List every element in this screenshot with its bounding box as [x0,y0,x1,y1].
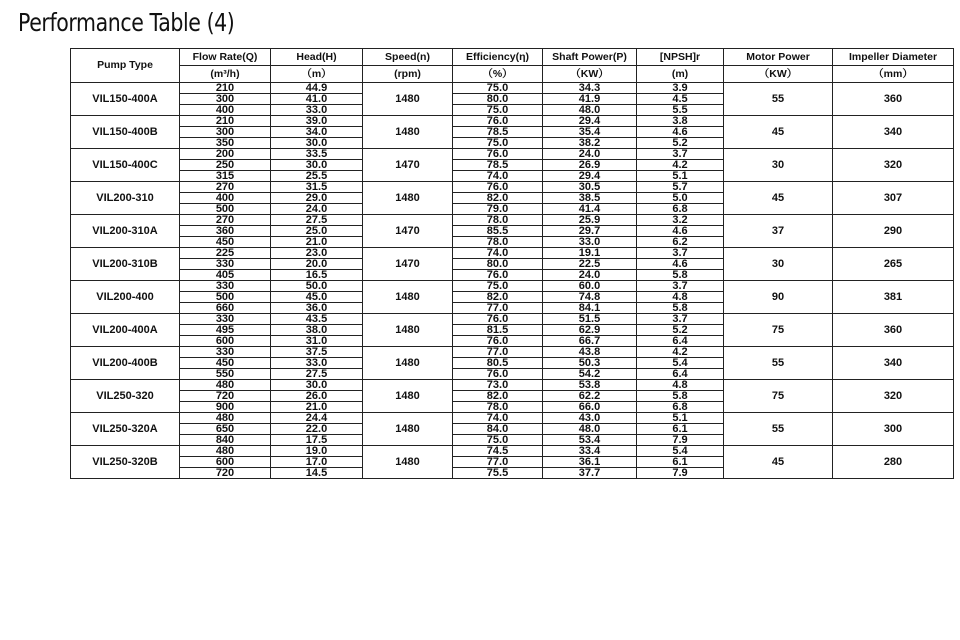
npsh-cell: 3.9 [637,83,724,94]
npsh-cell: 3.8 [637,116,724,127]
flow-cell: 405 [180,270,271,281]
shaft-power-cell: 38.2 [543,138,637,149]
npsh-cell: 5.5 [637,105,724,116]
head-cell: 19.0 [271,446,363,457]
npsh-cell: 3.7 [637,281,724,292]
unit-motor-power: （KW） [724,66,833,83]
shaft-power-cell: 33.0 [543,237,637,248]
impeller-diameter-cell: 265 [833,248,954,281]
flow-cell: 840 [180,435,271,446]
head-cell: 33.5 [271,149,363,160]
flow-cell: 660 [180,303,271,314]
shaft-power-cell: 22.5 [543,259,637,270]
unit-speed: (rpm) [363,66,453,83]
efficiency-cell: 76.0 [453,369,543,380]
shaft-power-cell: 54.2 [543,369,637,380]
flow-cell: 330 [180,259,271,270]
pump-type-cell: VIL150-400B [71,116,180,149]
impeller-diameter-cell: 300 [833,413,954,446]
shaft-power-cell: 24.0 [543,149,637,160]
motor-power-cell: 55 [724,83,833,116]
efficiency-cell: 77.0 [453,347,543,358]
flow-cell: 550 [180,369,271,380]
table-row [71,248,954,259]
head-cell: 37.5 [271,347,363,358]
performance-table [70,48,954,479]
motor-power-cell: 55 [724,347,833,380]
efficiency-cell: 74.0 [453,248,543,259]
header-head: Head(H) [271,49,363,66]
head-cell: 31.5 [271,182,363,193]
shaft-power-cell: 48.0 [543,105,637,116]
npsh-cell: 5.2 [637,138,724,149]
npsh-cell: 5.8 [637,270,724,281]
head-cell: 21.0 [271,237,363,248]
shaft-power-cell: 62.2 [543,391,637,402]
table-row [71,413,954,424]
npsh-cell: 4.8 [637,292,724,303]
head-cell: 17.0 [271,457,363,468]
speed-cell: 1470 [363,215,453,248]
head-cell: 25.0 [271,226,363,237]
flow-cell: 600 [180,457,271,468]
shaft-power-cell: 41.4 [543,204,637,215]
speed-cell: 1480 [363,314,453,347]
header-flow: Flow Rate(Q) [180,49,271,66]
efficiency-cell: 81.5 [453,325,543,336]
head-cell: 29.0 [271,193,363,204]
head-cell: 41.0 [271,94,363,105]
flow-cell: 495 [180,325,271,336]
efficiency-cell: 78.5 [453,160,543,171]
head-cell: 39.0 [271,116,363,127]
efficiency-cell: 82.0 [453,292,543,303]
head-cell: 24.0 [271,204,363,215]
impeller-diameter-cell: 320 [833,149,954,182]
header-row-labels [71,49,954,66]
npsh-cell: 5.1 [637,171,724,182]
efficiency-cell: 82.0 [453,391,543,402]
motor-power-cell: 75 [724,314,833,347]
flow-cell: 330 [180,281,271,292]
npsh-cell: 4.6 [637,226,724,237]
npsh-cell: 7.9 [637,468,724,479]
efficiency-cell: 76.0 [453,270,543,281]
npsh-cell: 4.2 [637,160,724,171]
speed-cell: 1480 [363,83,453,116]
pump-type-cell: VIL200-310B [71,248,180,281]
flow-cell: 300 [180,127,271,138]
npsh-cell: 5.8 [637,303,724,314]
shaft-power-cell: 60.0 [543,281,637,292]
impeller-diameter-cell: 340 [833,347,954,380]
flow-cell: 330 [180,347,271,358]
efficiency-cell: 75.0 [453,138,543,149]
head-cell: 30.0 [271,160,363,171]
pump-type-cell: VIL150-400C [71,149,180,182]
speed-cell: 1480 [363,413,453,446]
flow-cell: 315 [180,171,271,182]
shaft-power-cell: 38.5 [543,193,637,204]
header-efficiency: Efficiency(η) [453,49,543,66]
head-cell: 14.5 [271,468,363,479]
header-speed: Speed(n) [363,49,453,66]
table-body [71,83,954,479]
npsh-cell: 3.7 [637,149,724,160]
efficiency-cell: 77.0 [453,457,543,468]
efficiency-cell: 78.0 [453,402,543,413]
npsh-cell: 6.1 [637,457,724,468]
shaft-power-cell: 33.4 [543,446,637,457]
speed-cell: 1480 [363,380,453,413]
flow-cell: 480 [180,413,271,424]
head-cell: 33.0 [271,105,363,116]
npsh-cell: 5.2 [637,325,724,336]
table-row [71,446,954,457]
table-row [71,215,954,226]
shaft-power-cell: 24.0 [543,270,637,281]
impeller-diameter-cell: 280 [833,446,954,479]
pump-type-cell: VIL200-310 [71,182,180,215]
efficiency-cell: 80.0 [453,94,543,105]
pump-type-cell: VIL200-310A [71,215,180,248]
efficiency-cell: 78.0 [453,237,543,248]
head-cell: 31.0 [271,336,363,347]
efficiency-cell: 80.5 [453,358,543,369]
head-cell: 25.5 [271,171,363,182]
head-cell: 23.0 [271,248,363,259]
shaft-power-cell: 37.7 [543,468,637,479]
table-row [71,347,954,358]
table-header [71,49,954,83]
head-cell: 26.0 [271,391,363,402]
flow-cell: 270 [180,215,271,226]
motor-power-cell: 30 [724,248,833,281]
efficiency-cell: 76.0 [453,116,543,127]
head-cell: 30.0 [271,380,363,391]
flow-cell: 200 [180,149,271,160]
npsh-cell: 5.4 [637,446,724,457]
head-cell: 30.0 [271,138,363,149]
motor-power-cell: 90 [724,281,833,314]
speed-cell: 1480 [363,182,453,215]
table-row [71,83,954,94]
shaft-power-cell: 50.3 [543,358,637,369]
efficiency-cell: 73.0 [453,380,543,391]
head-cell: 36.0 [271,303,363,314]
speed-cell: 1480 [363,446,453,479]
shaft-power-cell: 35.4 [543,127,637,138]
shaft-power-cell: 53.8 [543,380,637,391]
shaft-power-cell: 34.3 [543,83,637,94]
npsh-cell: 6.1 [637,424,724,435]
head-cell: 43.5 [271,314,363,325]
motor-power-cell: 75 [724,380,833,413]
shaft-power-cell: 62.9 [543,325,637,336]
pump-type-cell: VIL150-400A [71,83,180,116]
efficiency-cell: 77.0 [453,303,543,314]
efficiency-cell: 82.0 [453,193,543,204]
table-row [71,281,954,292]
efficiency-cell: 78.5 [453,127,543,138]
efficiency-cell: 84.0 [453,424,543,435]
table-row [71,182,954,193]
npsh-cell: 4.6 [637,127,724,138]
header-impeller: Impeller Diameter [833,49,954,66]
shaft-power-cell: 26.9 [543,160,637,171]
shaft-power-cell: 43.0 [543,413,637,424]
pump-type-cell: VIL250-320 [71,380,180,413]
npsh-cell: 5.8 [637,391,724,402]
head-cell: 45.0 [271,292,363,303]
motor-power-cell: 55 [724,413,833,446]
efficiency-cell: 75.0 [453,83,543,94]
efficiency-cell: 75.0 [453,105,543,116]
pump-type-cell: VIL250-320A [71,413,180,446]
motor-power-cell: 45 [724,116,833,149]
head-cell: 44.9 [271,83,363,94]
flow-cell: 450 [180,237,271,248]
efficiency-cell: 74.0 [453,171,543,182]
npsh-cell: 4.2 [637,347,724,358]
motor-power-cell: 30 [724,149,833,182]
flow-cell: 300 [180,94,271,105]
speed-cell: 1470 [363,149,453,182]
unit-npsh: (m) [637,66,724,83]
efficiency-cell: 74.5 [453,446,543,457]
impeller-diameter-cell: 320 [833,380,954,413]
motor-power-cell: 37 [724,215,833,248]
efficiency-cell: 75.5 [453,468,543,479]
npsh-cell: 6.8 [637,204,724,215]
table-row [71,116,954,127]
unit-head: （m） [271,66,363,83]
pump-type-cell: VIL200-400A [71,314,180,347]
shaft-power-cell: 84.1 [543,303,637,314]
flow-cell: 250 [180,160,271,171]
npsh-cell: 5.7 [637,182,724,193]
npsh-cell: 3.7 [637,314,724,325]
header-motor-power: Motor Power [724,49,833,66]
pump-type-cell: VIL250-320B [71,446,180,479]
efficiency-cell: 78.0 [453,215,543,226]
speed-cell: 1480 [363,116,453,149]
head-cell: 20.0 [271,259,363,270]
flow-cell: 210 [180,83,271,94]
npsh-cell: 5.1 [637,413,724,424]
shaft-power-cell: 66.7 [543,336,637,347]
shaft-power-cell: 36.1 [543,457,637,468]
npsh-cell: 4.8 [637,380,724,391]
table-row [71,314,954,325]
motor-power-cell: 45 [724,446,833,479]
flow-cell: 500 [180,292,271,303]
flow-cell: 480 [180,380,271,391]
head-cell: 22.0 [271,424,363,435]
efficiency-cell: 80.0 [453,259,543,270]
flow-cell: 720 [180,391,271,402]
head-cell: 38.0 [271,325,363,336]
head-cell: 33.0 [271,358,363,369]
npsh-cell: 3.7 [637,248,724,259]
head-cell: 50.0 [271,281,363,292]
header-shaft-power: Shaft Power(P) [543,49,637,66]
unit-shaft-power: （KW） [543,66,637,83]
shaft-power-cell: 74.8 [543,292,637,303]
shaft-power-cell: 51.5 [543,314,637,325]
speed-cell: 1480 [363,347,453,380]
flow-cell: 270 [180,182,271,193]
impeller-diameter-cell: 340 [833,116,954,149]
flow-cell: 720 [180,468,271,479]
header-npsh: [NPSH]r [637,49,724,66]
flow-cell: 360 [180,226,271,237]
npsh-cell: 6.4 [637,369,724,380]
efficiency-cell: 76.0 [453,182,543,193]
flow-cell: 500 [180,204,271,215]
impeller-diameter-cell: 307 [833,182,954,215]
head-cell: 17.5 [271,435,363,446]
shaft-power-cell: 25.9 [543,215,637,226]
npsh-cell: 6.8 [637,402,724,413]
head-cell: 27.5 [271,369,363,380]
table-row [71,149,954,160]
table-row [71,380,954,391]
shaft-power-cell: 48.0 [543,424,637,435]
efficiency-cell: 79.0 [453,204,543,215]
efficiency-cell: 75.0 [453,281,543,292]
page-title: Performance Table (4) [18,8,235,37]
flow-cell: 225 [180,248,271,259]
shaft-power-cell: 43.8 [543,347,637,358]
flow-cell: 900 [180,402,271,413]
speed-cell: 1470 [363,248,453,281]
head-cell: 34.0 [271,127,363,138]
pump-type-cell: VIL200-400B [71,347,180,380]
head-cell: 16.5 [271,270,363,281]
head-cell: 27.5 [271,215,363,226]
npsh-cell: 5.4 [637,358,724,369]
flow-cell: 330 [180,314,271,325]
header-pump-type: Pump Type [71,49,180,83]
shaft-power-cell: 41.9 [543,94,637,105]
npsh-cell: 7.9 [637,435,724,446]
flow-cell: 480 [180,446,271,457]
flow-cell: 650 [180,424,271,435]
flow-cell: 400 [180,193,271,204]
shaft-power-cell: 19.1 [543,248,637,259]
unit-efficiency: （%） [453,66,543,83]
impeller-diameter-cell: 381 [833,281,954,314]
shaft-power-cell: 29.4 [543,116,637,127]
shaft-power-cell: 30.5 [543,182,637,193]
pump-type-cell: VIL200-400 [71,281,180,314]
npsh-cell: 4.5 [637,94,724,105]
shaft-power-cell: 29.4 [543,171,637,182]
flow-cell: 210 [180,116,271,127]
efficiency-cell: 76.0 [453,336,543,347]
header-row-units [71,66,954,83]
impeller-diameter-cell: 360 [833,314,954,347]
npsh-cell: 4.6 [637,259,724,270]
shaft-power-cell: 29.7 [543,226,637,237]
shaft-power-cell: 66.0 [543,402,637,413]
flow-cell: 400 [180,105,271,116]
npsh-cell: 6.2 [637,237,724,248]
efficiency-cell: 76.0 [453,149,543,160]
efficiency-cell: 85.5 [453,226,543,237]
head-cell: 21.0 [271,402,363,413]
efficiency-cell: 74.0 [453,413,543,424]
npsh-cell: 6.4 [637,336,724,347]
head-cell: 24.4 [271,413,363,424]
flow-cell: 450 [180,358,271,369]
shaft-power-cell: 53.4 [543,435,637,446]
unit-impeller: （mm） [833,66,954,83]
unit-flow: (m³/h) [180,66,271,83]
impeller-diameter-cell: 290 [833,215,954,248]
motor-power-cell: 45 [724,182,833,215]
npsh-cell: 3.2 [637,215,724,226]
flow-cell: 600 [180,336,271,347]
npsh-cell: 5.0 [637,193,724,204]
impeller-diameter-cell: 360 [833,83,954,116]
efficiency-cell: 76.0 [453,314,543,325]
speed-cell: 1480 [363,281,453,314]
flow-cell: 350 [180,138,271,149]
efficiency-cell: 75.0 [453,435,543,446]
